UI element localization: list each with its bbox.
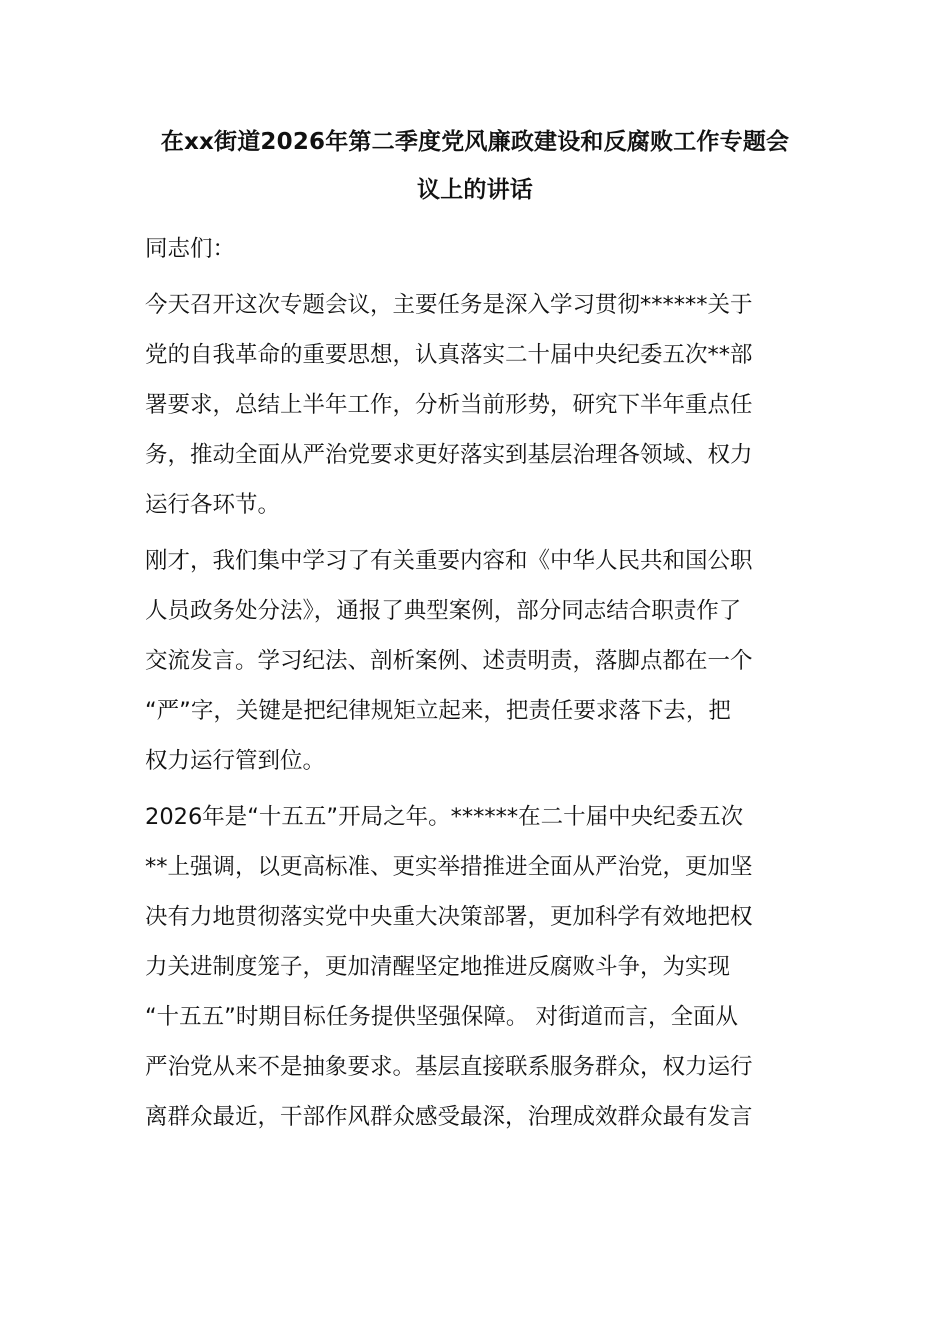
paragraph-2: [145, 536, 810, 786]
paragraph-line: 署要求，总结上半年工作，分析当前形势，研究下半年重点任: [145, 392, 753, 418]
paragraph-line: 2026年是“十五五”开局之年。******在二十届中央纪委五次: [145, 804, 744, 830]
paragraph-line: “严”字，关键是把纪律规矩立起来，把责任要求落下去，把: [145, 698, 731, 724]
paragraph-line: 离群众最近，干部作风群众感受最深，治理成效群众最有发言: [145, 1104, 753, 1130]
paragraph-line: 今天召开这次专题会议，主要任务是深入学习贯彻******关于: [145, 292, 753, 318]
paragraph-line: 交流发言。学习纪法、剖析案例、述责明责，落脚点都在一个: [145, 648, 753, 674]
salutation: 同志们：: [145, 236, 236, 262]
paragraph-line: 运行各环节。: [145, 492, 281, 518]
paragraph-line: 务，推动全面从严治党要求更好落实到基层治理各领域、权力: [145, 442, 753, 468]
paragraph-line: “十五五”时期目标任务提供坚强保障。 对街道而言，全面从: [145, 1004, 738, 1030]
paragraph-line: 力关进制度笼子，更加清醒坚定地推进反腐败斗争，为实现: [145, 954, 731, 980]
paragraph-1: [145, 280, 810, 530]
title-line-1: 在xx街道2026年第二季度党风廉政建设和反腐败工作专题会: [160, 129, 790, 155]
paragraph-line: 人员政务处分法》，通报了典型案例，部分同志结合职责作了: [145, 598, 742, 624]
paragraph-3: [145, 792, 810, 1142]
document-title: [120, 118, 830, 214]
title-line-2: 议上的讲话: [417, 177, 533, 203]
document-body: [145, 224, 810, 1142]
paragraph-line: 严治党从来不是抽象要求。基层直接联系服务群众，权力运行: [145, 1054, 753, 1080]
paragraph-line: 决有力地贯彻落实党中央重大决策部署，更加科学有效地把权: [145, 904, 753, 930]
paragraph-line: 党的自我革命的重要思想，认真落实二十届中央纪委五次**部: [145, 342, 753, 368]
paragraph-line: 刚才，我们集中学习了有关重要内容和《中华人民共和国公职: [145, 548, 753, 574]
paragraph-line: **上强调，以更高标准、更实举措推进全面从严治党，更加坚: [145, 854, 753, 880]
paragraph-line: 权力运行管到位。: [145, 748, 326, 774]
